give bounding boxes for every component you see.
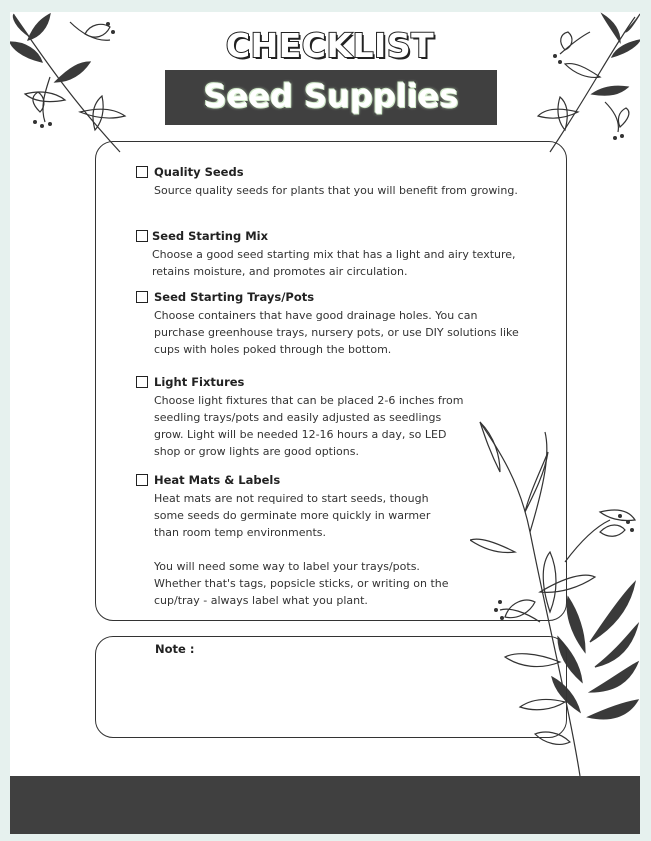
item-description: [154, 490, 454, 609]
checkbox-icon[interactable]: [136, 376, 148, 388]
description-text: Source quality seeds for plants that you will benefit from growing.: [154, 184, 518, 197]
item-title: Light Fixtures: [154, 375, 245, 389]
item-title: Seed Starting Mix: [152, 229, 268, 243]
footer-bar: [10, 776, 640, 834]
description-text: Heat mats are not required to start seeds, though some seeds do germinate more quickly in warmer than room temp environments.: [154, 492, 431, 539]
description-text: You will need some way to label your trays/pots. Whether that's tags, popsicle sticks, or writing on the cup/tray - always label what you plant.: [154, 560, 449, 607]
item-title: Seed Starting Trays/Pots: [154, 290, 315, 304]
checkbox-icon[interactable]: [136, 474, 148, 486]
note-label: Note :: [155, 642, 195, 656]
description-text: Choose a good seed starting mix that has a light and airy texture, retains moisture, and promotes air circulation.: [152, 248, 516, 278]
checkbox-icon[interactable]: [136, 230, 148, 242]
description-text: Choose containers that have good drainage holes. You can purchase greenhouse trays, nursery pots, or use DIY solutions like cups with holes poked through the bottom.: [154, 309, 519, 356]
page-title: CHECKLIST: [225, 26, 435, 65]
item-description: [152, 246, 522, 280]
page-subtitle: Seed Supplies: [203, 77, 459, 115]
item-description: [154, 392, 464, 460]
item-description: [154, 182, 524, 199]
item-title: Heat Mats & Labels: [154, 473, 281, 487]
checkbox-icon[interactable]: [136, 291, 148, 303]
checkbox-icon[interactable]: [136, 166, 148, 178]
description-text: Choose light fixtures that can be placed 2-6 inches from seedling trays/pots and easily adjusted as seedlings grow. Light will be needed 12-16 hours a day, so LED shop or grow lights are good options.: [154, 394, 464, 458]
item-title: Quality Seeds: [154, 165, 244, 179]
checklist-page: [10, 12, 640, 834]
item-description: [154, 307, 524, 358]
